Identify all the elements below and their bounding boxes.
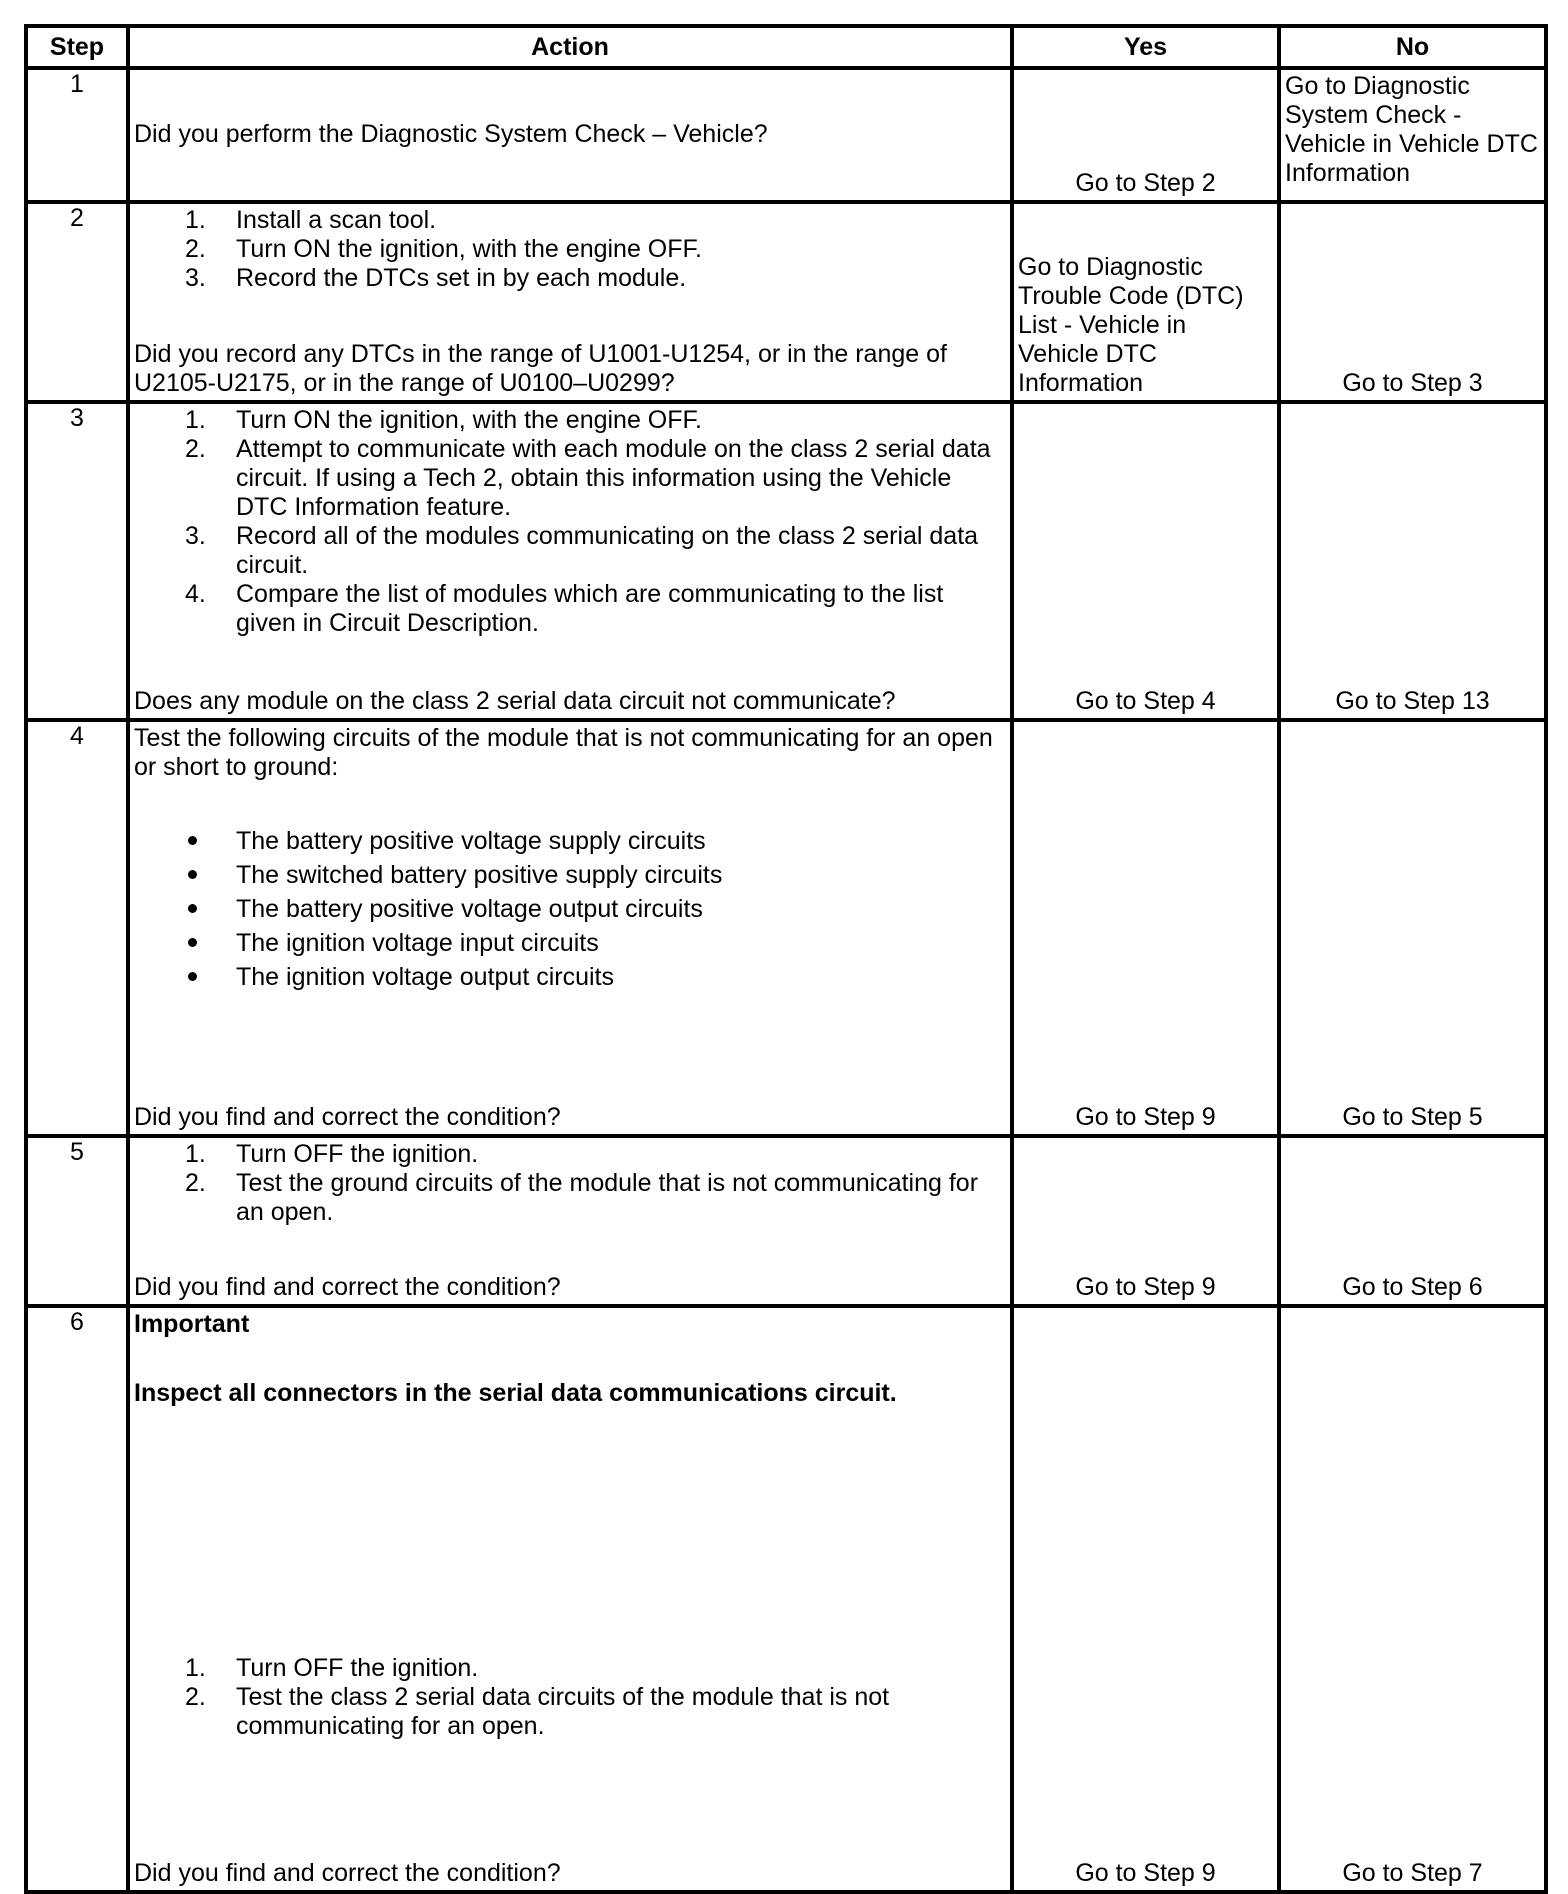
yes-link[interactable]: Go to Step 9 [1075,1859,1216,1887]
instruction-list [134,1140,1002,1227]
step-number: 1 [26,68,128,202]
list-item: The battery positive voltage supply circuits [134,824,1002,858]
list-item: The battery positive voltage output circuits [134,892,1002,926]
header-row [26,26,1546,68]
action-cell [128,1136,1012,1306]
no-cell [1279,1136,1546,1306]
bullet-icon [188,870,197,879]
no-link[interactable]: Go to Step 3 [1342,369,1483,397]
action-cell [128,68,1012,202]
table-row [26,402,1546,720]
header-no: No [1279,26,1546,68]
no-cell [1279,1306,1546,1892]
question-text: Did you find and correct the condition? [134,1859,561,1887]
question-text: Did you find and correct the condition? [134,1273,561,1301]
list-item: 2. Turn ON the ignition, with the engine OFF. [185,235,702,263]
yes-cell [1012,202,1279,402]
header-step: Step [26,26,128,68]
action-cell [128,720,1012,1136]
circuit-list [134,824,1002,994]
no-cell [1279,68,1546,202]
header-yes: Yes [1012,26,1279,68]
question-text: Did you record any DTCs in the range of U1001-U1254, or in the range of U2105-U2175, or in the range of U0100–U0299? [134,340,947,397]
list-item: 1. Turn ON the ignition, with the engine OFF. [185,406,702,434]
step-number: 5 [26,1136,128,1306]
action-cell [128,1306,1012,1892]
question-text: Does any module on the class 2 serial data circuit not communicate? [134,687,896,715]
list-item: 4. Compare the list of modules which are communicating to the list given in Circuit Description. [185,580,944,637]
bullet-icon [188,972,197,981]
list-item: The switched battery positive supply circuits [134,858,1002,892]
instruction-list [134,206,1002,293]
important-text: Inspect all connectors in the serial data communications circuit. [134,1379,897,1407]
yes-cell [1012,1306,1279,1892]
yes-link[interactable]: Go to Diagnostic Trouble Code (DTC) List - Vehicle in Vehicle DTC Information [1018,253,1244,397]
step-number: 3 [26,402,128,720]
list-item: 1. Turn OFF the ignition. [185,1140,479,1168]
list-item: 2. Test the ground circuits of the module that is not communicating for an open. [185,1169,979,1226]
no-link[interactable]: Go to Step 5 [1342,1103,1483,1131]
instruction-list [134,1654,1002,1741]
no-cell [1279,202,1546,402]
diagnostic-table [24,24,1548,1894]
table-row [26,68,1546,202]
bullet-icon [188,904,197,913]
no-link[interactable]: Go to Step 13 [1335,687,1490,715]
list-item: The ignition voltage output circuits [134,960,1002,994]
action-cell [128,402,1012,720]
important-label: Important [134,1310,250,1338]
bullet-icon [188,836,197,845]
list-item: 3. Record the DTCs set in by each module. [185,264,687,292]
yes-cell [1012,1136,1279,1306]
yes-cell [1012,68,1279,202]
list-item: 2. Attempt to communicate with each module on the class 2 serial data circuit. If using a Tech 2, obtain this information using the Vehicle DTC Information feature. [185,435,991,521]
question-text: Did you find and correct the condition? [134,1103,561,1131]
list-item: 1. Install a scan tool. [185,206,437,234]
action-cell [128,202,1012,402]
yes-cell [1012,720,1279,1136]
list-item: 1. Turn OFF the ignition. [185,1654,479,1682]
header-action: Action [128,26,1012,68]
list-item: 2. Test the class 2 serial data circuits of the module that is not communicating for an open. [185,1683,890,1740]
no-cell [1279,720,1546,1136]
step-number: 6 [26,1306,128,1892]
no-link[interactable]: Go to Step 6 [1342,1273,1483,1301]
step-number: 4 [26,720,128,1136]
yes-link[interactable]: Go to Step 2 [1075,169,1216,197]
yes-cell [1012,402,1279,720]
yes-link[interactable]: Go to Step 9 [1075,1273,1216,1301]
yes-link[interactable]: Go to Step 4 [1075,687,1216,715]
table-row [26,1136,1546,1306]
yes-link[interactable]: Go to Step 9 [1075,1103,1216,1131]
no-cell [1279,402,1546,720]
bullet-icon [188,938,197,947]
table-row [26,202,1546,402]
table-row [26,1306,1546,1892]
no-link[interactable]: Go to Diagnostic System Check - Vehicle in Vehicle DTC Information [1285,72,1538,187]
table-row [26,720,1546,1136]
step-number: 2 [26,202,128,402]
instruction-list [134,406,1002,638]
list-item: 3. Record all of the modules communicating on the class 2 serial data circuit. [185,522,979,579]
intro-text: Test the following circuits of the module that is not communicating for an open or short to ground: [134,724,993,781]
list-item: The ignition voltage input circuits [134,926,1002,960]
question-text: Did you perform the Diagnostic System Check – Vehicle? [134,120,768,148]
no-link[interactable]: Go to Step 7 [1342,1859,1483,1887]
